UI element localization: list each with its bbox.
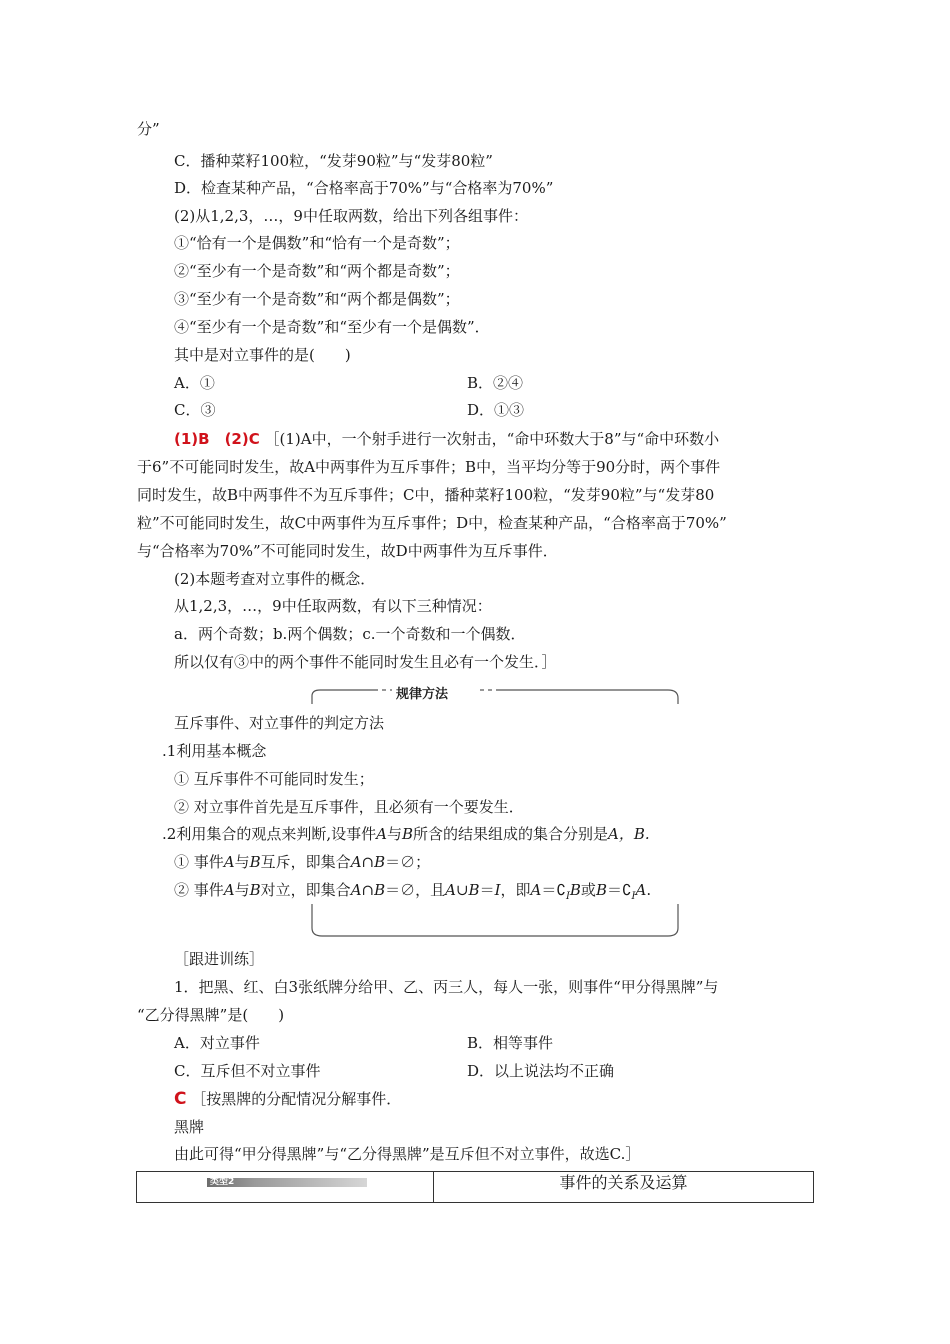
var-a: A	[223, 853, 235, 871]
method-point-1	[162, 740, 266, 762]
answer-line-7: 从1,2,3，…，9中任取两数，有以下三种情况：	[174, 597, 492, 615]
option-c-line: C．播种菜籽100粒，“发芽90粒”与“发芽80粒”	[174, 152, 493, 170]
section-tag-cell	[137, 1172, 434, 1202]
complement: ＝∁	[606, 881, 632, 899]
answer-line-2: 于6”不可能同时发生，故A中两事件为互斥事件；B中，当平均分等于90分时，两个事件	[137, 458, 721, 476]
event-pair-2: ②“至少有一个是奇数”和“两个都是奇数”；	[174, 262, 460, 280]
question-prompt: 其中是对立事件的是( )	[174, 346, 351, 364]
training-answer-1	[174, 1088, 401, 1110]
complement: ＝∁	[541, 881, 566, 899]
event-pair-1: ①“恰有一个是偶数”和“恰有一个是奇数”；	[174, 234, 460, 252]
method-point-1b: ② 对立事件首先是互斥事件，且必须有一个要发生．	[174, 798, 524, 816]
option-a: A．①	[174, 374, 215, 392]
training-option-a: A．对立事件	[174, 1034, 260, 1052]
text: .	[646, 881, 652, 899]
answer-line-5: 与“合格率为70%”不可能同时发生，故D中两事件为互斥事件．	[137, 542, 558, 560]
option-d: D．①③	[467, 401, 525, 419]
var-i: I	[494, 881, 501, 899]
method-point-2a	[174, 851, 430, 873]
point-bullet: .	[162, 825, 167, 843]
var-sets: A，B.	[608, 825, 650, 843]
subscript-i: I	[565, 891, 570, 902]
text: ＝∅；	[385, 853, 431, 871]
section-tag	[207, 1178, 367, 1187]
var-b: B	[249, 881, 261, 899]
event-pair-4: ④“至少有一个是奇数”和“至少有一个是偶数”．	[174, 318, 490, 336]
var-a: A	[635, 881, 647, 899]
point-text: 利用基本概念	[176, 742, 267, 760]
text: 或	[580, 881, 596, 899]
method-title: 规律方法	[392, 683, 452, 702]
text: 与	[386, 825, 402, 843]
option-c: C．③	[174, 401, 216, 419]
method-point-1a: ① 互斥事件不可能同时发生；	[174, 770, 374, 788]
text: 利用集合的观点来判断,设事件	[176, 825, 377, 843]
text: 与	[234, 881, 250, 899]
answer-line-6: (2)本题考查对立事件的概念．	[174, 570, 376, 588]
method-heading: 互斥事件、对立事件的判定方法	[174, 714, 385, 732]
section-tag-label: 类型2	[210, 1177, 235, 1187]
training-answer-key: C	[174, 1089, 187, 1109]
training-question-1b: “乙分得黑牌”是( )	[137, 1006, 285, 1024]
training-header: ［跟进训练］	[174, 950, 265, 968]
point-bullet: .	[162, 742, 167, 760]
text-line: 分”	[137, 120, 160, 138]
intersection: A∩B	[350, 853, 386, 871]
option-b: B．②④	[467, 374, 524, 392]
section-title: 事件的关系及运算	[559, 1173, 688, 1192]
answer-line-4: 粒”不可能同时发生，故C中两事件为互斥事件；D中，检查某种产品，“合格率高于70%”	[137, 514, 727, 532]
var-b: B	[249, 853, 261, 871]
training-option-d: D．以上说法均不正确	[467, 1062, 615, 1080]
event-pair-3: ③“至少有一个是奇数”和“两个都是偶数”；	[174, 290, 460, 308]
training-answer-2: 黑牌	[174, 1118, 205, 1136]
point-number: 1	[166, 742, 177, 760]
answer-line-9: 所以仅有③中的两个事件不能同时发生且必有一个发生．］	[174, 653, 557, 671]
answer-line-8: a．两个奇数；b.两个偶数；c.一个奇数和一个偶数．	[174, 625, 526, 643]
text: 所含的结果组成的集合分别是	[413, 825, 609, 843]
answer-line-3: 同时发生，故B中两事件不为互斥事件；C中，播种菜籽100粒，“发芽90粒”与“发芽80	[137, 486, 715, 504]
var-b: B	[595, 881, 607, 899]
training-answer-3: 由此可得“甲分得黑牌”与“乙分得黑牌”是互斥但不对立事件，故选C.］	[174, 1145, 641, 1163]
text: 对立，即集合	[260, 881, 351, 899]
text: 与	[234, 853, 250, 871]
text: ① 事件	[174, 853, 224, 871]
answer-line-1	[174, 428, 719, 450]
text: ② 事件	[174, 881, 224, 899]
option-d-line: D．检查某种产品，“合格率高于70%”与“合格率为70%”	[174, 179, 554, 197]
intersection: A∩B	[350, 881, 386, 899]
text: ＝∅，且	[385, 881, 446, 899]
training-option-b: B．相等事件	[467, 1034, 554, 1052]
var-a: A	[376, 825, 387, 843]
question-2-stem: (2)从1,2,3，…，9中任取两数，给出下列各组事件：	[174, 207, 528, 225]
point-number: 2	[166, 825, 177, 843]
text: 互斥，即集合	[260, 853, 351, 871]
answer-text: ［(1)A中，一个射手进行一次射击，“命中环数大于8”与“命中环数小	[264, 430, 720, 448]
training-option-c: C．互斥但不对立事件	[174, 1062, 321, 1080]
text: ，即	[500, 881, 531, 899]
union: A∪B	[445, 881, 480, 899]
var-b: B	[569, 881, 581, 899]
answer-key: (1)B (2)C	[174, 430, 260, 448]
method-point-2b	[174, 879, 651, 908]
var-a: A	[223, 881, 235, 899]
subscript-i: I	[631, 891, 636, 902]
text: ＝	[479, 881, 495, 899]
method-point-2	[162, 823, 650, 845]
training-question-1a: 1．把黑、红、白3张纸牌分给甲、乙、丙三人，每人一张，则事件“甲分得黑牌”与	[174, 978, 719, 996]
var-b: B	[401, 825, 413, 843]
section-header-table	[136, 1171, 814, 1203]
answer-text: ［按黑牌的分配情况分解事件．	[191, 1090, 402, 1108]
var-a: A	[530, 881, 542, 899]
